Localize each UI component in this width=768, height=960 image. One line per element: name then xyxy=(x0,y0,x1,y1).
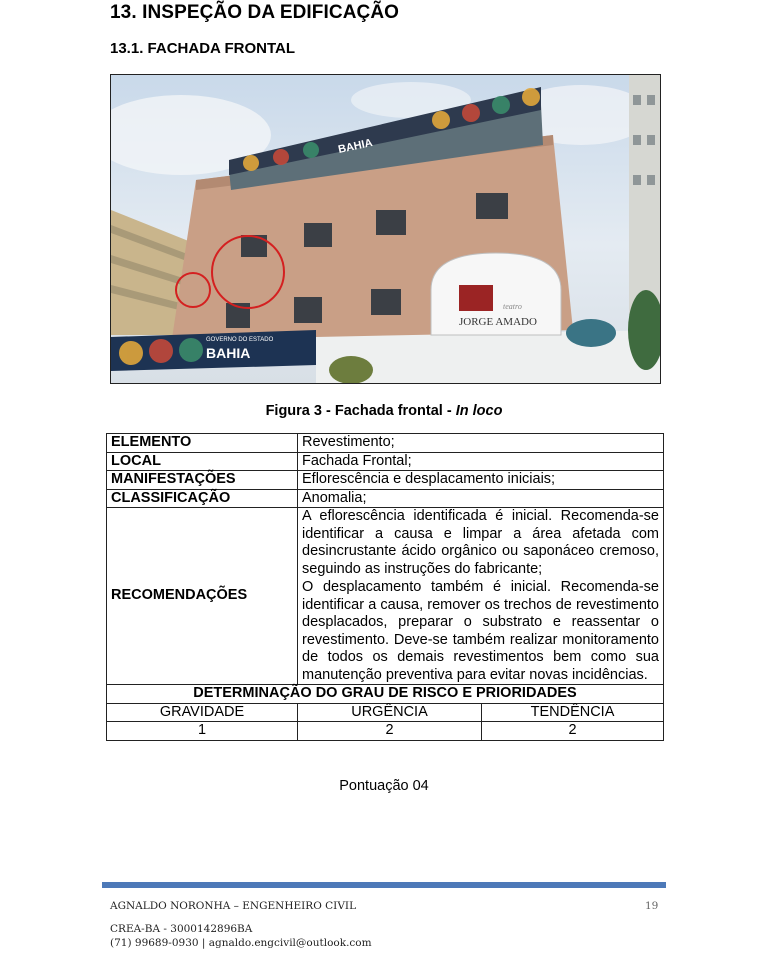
recommendations-text xyxy=(298,508,664,685)
subsection-heading: 13.1. FACHADA FRONTAL xyxy=(110,40,296,57)
theatre-word: teatro xyxy=(503,302,522,311)
table-row xyxy=(107,452,664,471)
row-value: Anomalia; xyxy=(298,489,664,508)
footer-divider xyxy=(102,882,666,888)
row-label: ELEMENTO xyxy=(107,434,298,453)
row-value: Eflorescência e desplacamento iniciais; xyxy=(298,471,664,490)
recommendations-row xyxy=(107,508,664,685)
recommendations-label: RECOMENDAÇÕES xyxy=(107,508,298,685)
inspection-table xyxy=(106,433,664,741)
row-value: Fachada Frontal; xyxy=(298,452,664,471)
section-heading: 13. INSPEÇÃO DA EDIFICAÇÃO xyxy=(110,2,400,23)
figure-caption: Figura 3 - Fachada frontal - In loco xyxy=(265,403,503,419)
value-gravidade: 1 xyxy=(107,722,298,741)
value-tendencia: 2 xyxy=(482,722,664,741)
row-label: MANIFESTAÇÕES xyxy=(107,471,298,490)
footer-contact: (71) 99689-0930 | agnaldo.engcivil@outlook.com xyxy=(110,937,372,949)
page-number: 19 xyxy=(645,900,659,912)
sign-bahia-top: BAHIA xyxy=(337,136,374,156)
column-gravidade: GRAVIDADE xyxy=(107,703,298,722)
column-tendencia: TENDÊNCIA xyxy=(482,703,664,722)
recommendation-paragraph: O desplacamento também é inicial. Recomenda-se identificar a causa, remover os trechos de revestimento desplacados, preparar o substrato e reassentar o revestimento. Deve-se também realizar monitoramento de todos os demais revestimentos bem como sua manutenção preventiva para evitar novas incidências. xyxy=(302,579,659,683)
footer-name: AGNALDO NORONHA – ENGENHEIRO CIVIL xyxy=(110,900,357,912)
footer-crea: CREA-BA - 3000142896BA xyxy=(110,923,253,935)
table-row xyxy=(107,489,664,508)
caption-italic: In loco xyxy=(455,403,503,419)
row-value: Revestimento; xyxy=(298,434,664,453)
score-text: Pontuação 04 xyxy=(339,778,429,794)
theatre-logo-icon xyxy=(459,285,493,311)
row-label: LOCAL xyxy=(107,452,298,471)
sign-gov: GOVERNO DO ESTADO xyxy=(206,337,274,343)
value-urgencia: 2 xyxy=(298,722,482,741)
facade-photo xyxy=(110,74,661,384)
risk-columns-row xyxy=(107,703,664,722)
sign-bahia-bottom: BAHIA xyxy=(206,345,251,361)
table-row xyxy=(107,471,664,490)
column-urgencia: URGÊNCIA xyxy=(298,703,482,722)
recommendation-paragraph: A eflorescência identificada é inicial. Recomenda-se identificar a causa e limpar a área afetada com desincrustante ácido orgânico ou saponáceo cremoso, seguindo as instruções do fabricante; xyxy=(302,508,659,577)
risk-values-row xyxy=(107,722,664,741)
risk-header-row xyxy=(107,685,664,704)
risk-header: DETERMINAÇÃO DO GRAU DE RISCO E PRIORIDADES xyxy=(107,685,664,704)
row-label: CLASSIFICAÇÃO xyxy=(107,489,298,508)
theatre-name: JORGE AMADO xyxy=(459,316,537,328)
table-row xyxy=(107,434,664,453)
